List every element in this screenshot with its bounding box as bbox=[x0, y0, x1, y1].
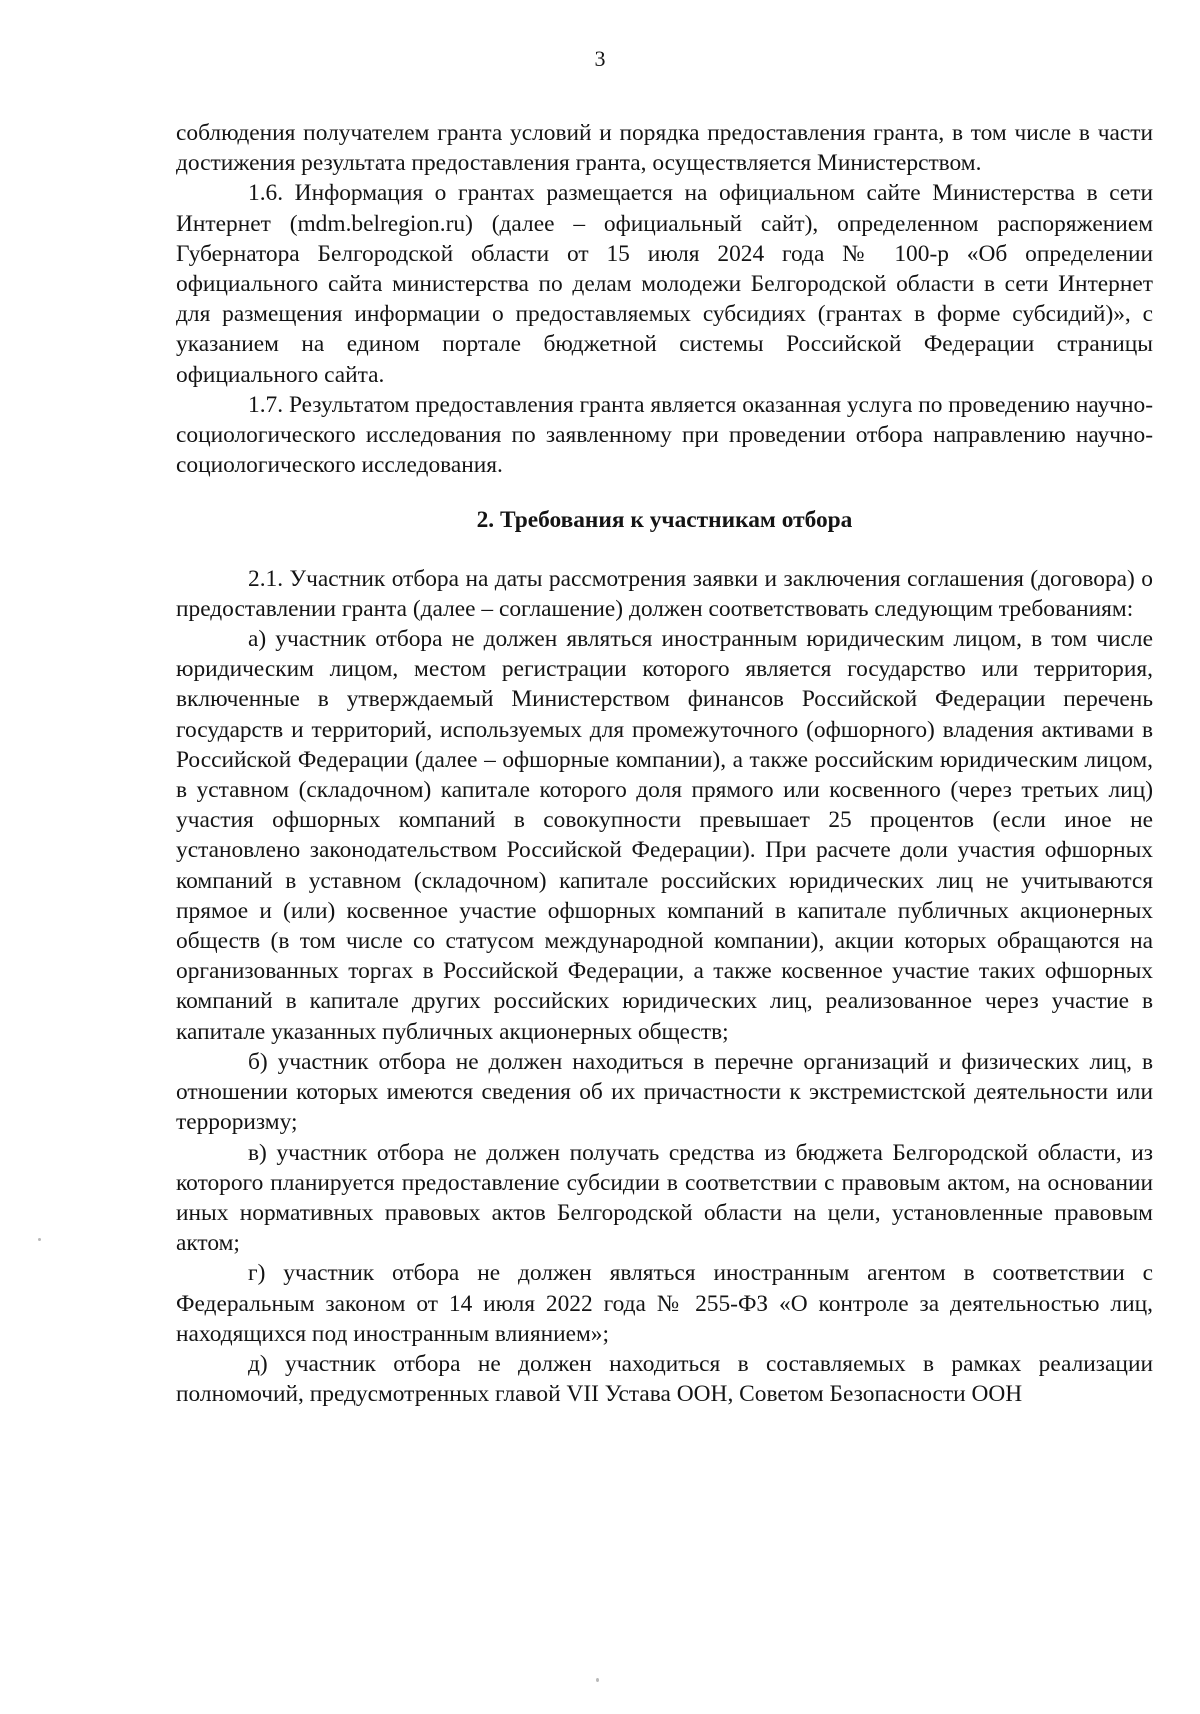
paragraph-2-1: 2.1. Участник отбора на даты рассмотрения заявки и заключения соглашения (договора) о предоставлении гранта (далее – соглашение) должен соответствовать следующим требованиям: bbox=[176, 565, 1153, 622]
paragraph-item-v: в) участник отбора не должен получать средства из бюджета Белгородской области, из которого планируется предоставление субсидии в соответствии с правовым актом, на основании иных нормативных правовых актов Белгородской области на цели, установленные правовым актом; bbox=[176, 1139, 1153, 1257]
paragraph-1-7: 1.7. Результатом предоставления гранта является оказанная услуга по проведению научно-социологического исследования по заявленному при проведении отбора направлению научно-социологического исследования. bbox=[176, 391, 1153, 479]
paragraph-1-6: 1.6. Информация о грантах размещается на официальном сайте Министерства в сети Интернет (mdm.belregion.ru) (далее – официальный сайт), определенном распоряжением Губернатора Белгородской области от 15 июля 2024 года № 100-р «Об определении официального сайта министерства по делам молодежи Белгородской области в сети Интернет для размещения информации о предоставляемых субсидиях (грантах в форме субсидий)», с указанием на едином портале бюджетной системы Российской Федерации страницы официального сайта. bbox=[176, 180, 1153, 388]
spacer bbox=[176, 480, 1153, 505]
spacer bbox=[176, 536, 1153, 564]
paragraph-item-d: д) участник отбора не должен находиться в составляемых в рамках реализации полномочий, предусмотренных главой VII Устава ООН, Советом Безопасности ООН bbox=[176, 1350, 1153, 1408]
paragraph-item-a: а) участник отбора не должен являться иностранным юридическим лицом, в том числе юридическим лицом, местом регистрации которого является государство или территория, включенные в утверждаемый Министерством финансов Российской Федерации перечень государств и территорий, используемых для промежуточного (офшорного) владения активами в Российской Федерации (далее – офшорные компании), а также российским юридическим лицом, в уставном (складочном) капитале которого доля прямого или косвенного (через третьих лиц) участия офшорных компаний в совокупности превышает 25 процентов (если иное не установлено законодательством Российской Федерации). При расчете доли участия офшорных компаний в уставном (складочном) капитале российских юридических лиц не учитываются прямое и (или) косвенное участие офшорных компаний в капитале публичных акционерных обществ (в том числе со статусом международной компании), акции которых обращаются на организованных торгах в Российской Федерации, а также косвенное участие таких офшорных компаний в капитале других российских юридических лиц, реализованное через участие в капитале указанных публичных акционерных обществ; bbox=[176, 626, 1153, 1045]
page-number: 3 bbox=[594, 46, 606, 71]
scan-speck bbox=[596, 1678, 599, 1682]
paragraph-continuation: соблюдения получателем гранта условий и порядка предоставления гранта, в том числе в части достижения результата предоставления гранта, осуществляется Министерством. bbox=[176, 120, 1153, 177]
section-heading: 2. Требования к участникам отбора bbox=[476, 507, 853, 534]
paragraph-item-b: б) участник отбора не должен находиться в перечне организаций и физических лиц, в отношении которых имеются сведения об их причастности к экстремистской деятельности или терроризму; bbox=[176, 1048, 1153, 1136]
paragraph-item-g: г) участник отбора не должен являться иностранным агентом в соответствии с Федеральным законом от 14 июля 2022 года № 255-ФЗ «О контроле за деятельностью лиц, находящихся под иностранным влиянием»; bbox=[176, 1260, 1153, 1347]
document-body bbox=[176, 118, 1153, 1409]
scan-speck bbox=[38, 1238, 41, 1241]
